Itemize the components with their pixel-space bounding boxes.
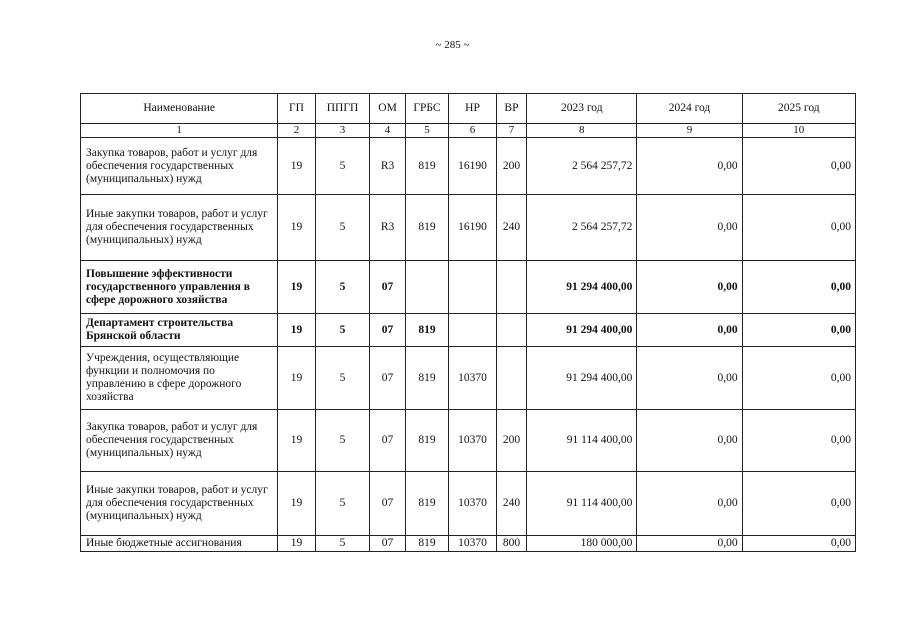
cell-2025: 0,00: [742, 347, 855, 410]
column-number: 10: [742, 124, 855, 138]
table-row: [81, 347, 856, 410]
table-row: [81, 472, 856, 536]
cell-2024: 0,00: [637, 410, 742, 472]
column-number: 4: [370, 124, 405, 138]
cell-om: 07: [370, 314, 405, 347]
header-grbs: ГРБС: [405, 94, 449, 124]
cell-nr: 10370: [449, 536, 497, 552]
cell-nr: 10370: [449, 472, 497, 536]
header-name: Наименование: [81, 94, 278, 124]
column-number: 8: [527, 124, 637, 138]
cell-gp: 19: [278, 261, 315, 314]
cell-2024: 0,00: [637, 261, 742, 314]
cell-grbs: 819: [405, 195, 449, 261]
cell-2023: 91 114 400,00: [527, 472, 637, 536]
cell-vr: [496, 261, 526, 314]
cell-name: Закупка товаров, работ и услуг для обеспечения государственных (муниципальных) нужд: [81, 138, 278, 195]
cell-2025: 0,00: [742, 261, 855, 314]
cell-2023: 91 294 400,00: [527, 314, 637, 347]
cell-om: 07: [370, 347, 405, 410]
cell-grbs: 819: [405, 536, 449, 552]
cell-gp: 19: [278, 195, 315, 261]
page-number: ~ 285 ~: [435, 39, 470, 51]
cell-vr: 800: [496, 536, 526, 552]
cell-nr: 16190: [449, 195, 497, 261]
header-2023: 2023 год: [527, 94, 637, 124]
cell-vr: 200: [496, 410, 526, 472]
cell-om: 07: [370, 472, 405, 536]
table-row: [81, 138, 856, 195]
cell-ppgp: 5: [315, 138, 370, 195]
cell-2023: 2 564 257,72: [527, 195, 637, 261]
table-row: [81, 410, 856, 472]
cell-ppgp: 5: [315, 536, 370, 552]
cell-2024: 0,00: [637, 195, 742, 261]
cell-ppgp: 5: [315, 472, 370, 536]
cell-gp: 19: [278, 314, 315, 347]
cell-2023: 180 000,00: [527, 536, 637, 552]
cell-name: Повышение эффективности государственного управления в сфере дорожного хозяйства: [81, 261, 278, 314]
cell-nr: 10370: [449, 410, 497, 472]
cell-grbs: 819: [405, 314, 449, 347]
cell-nr: 16190: [449, 138, 497, 195]
cell-gp: 19: [278, 138, 315, 195]
table-row-section: [81, 261, 856, 314]
header-2025: 2025 год: [742, 94, 855, 124]
cell-vr: 240: [496, 195, 526, 261]
cell-om: R3: [370, 138, 405, 195]
cell-2025: 0,00: [742, 195, 855, 261]
column-number: 7: [496, 124, 526, 138]
cell-vr: 200: [496, 138, 526, 195]
column-number: 1: [81, 124, 278, 138]
header-gp: ГП: [278, 94, 315, 124]
table-row: [81, 536, 856, 552]
cell-ppgp: 5: [315, 195, 370, 261]
cell-ppgp: 5: [315, 347, 370, 410]
column-number: 5: [405, 124, 449, 138]
cell-om: R3: [370, 195, 405, 261]
cell-gp: 19: [278, 536, 315, 552]
column-number: 6: [449, 124, 497, 138]
cell-om: 07: [370, 410, 405, 472]
column-number: 2: [278, 124, 315, 138]
cell-2023: 91 114 400,00: [527, 410, 637, 472]
cell-2024: 0,00: [637, 138, 742, 195]
cell-2025: 0,00: [742, 472, 855, 536]
cell-vr: [496, 347, 526, 410]
cell-gp: 19: [278, 472, 315, 536]
cell-grbs: [405, 261, 449, 314]
table-row: [81, 195, 856, 261]
cell-om: 07: [370, 261, 405, 314]
cell-ppgp: 5: [315, 410, 370, 472]
cell-name: Иные закупки товаров, работ и услуг для обеспечения государственных (муниципальных) нужд: [81, 195, 278, 261]
cell-nr: [449, 314, 497, 347]
cell-grbs: 819: [405, 347, 449, 410]
cell-name: Закупка товаров, работ и услуг для обеспечения государственных (муниципальных) нужд: [81, 410, 278, 472]
cell-2024: 0,00: [637, 472, 742, 536]
budget-table: [80, 93, 856, 552]
cell-2023: 91 294 400,00: [527, 261, 637, 314]
cell-gp: 19: [278, 410, 315, 472]
table-row-section: [81, 314, 856, 347]
header-row: [81, 94, 856, 124]
cell-grbs: 819: [405, 410, 449, 472]
column-number-row: [81, 124, 856, 138]
cell-vr: [496, 314, 526, 347]
cell-2025: 0,00: [742, 314, 855, 347]
cell-grbs: 819: [405, 472, 449, 536]
cell-vr: 240: [496, 472, 526, 536]
cell-om: 07: [370, 536, 405, 552]
column-number: 9: [637, 124, 742, 138]
cell-2024: 0,00: [637, 536, 742, 552]
cell-nr: [449, 261, 497, 314]
header-nr: НР: [449, 94, 497, 124]
cell-gp: 19: [278, 347, 315, 410]
cell-name: Департамент строительства Брянской области: [81, 314, 278, 347]
cell-2023: 2 564 257,72: [527, 138, 637, 195]
cell-ppgp: 5: [315, 261, 370, 314]
cell-2025: 0,00: [742, 536, 855, 552]
header-2024: 2024 год: [637, 94, 742, 124]
header-om: ОМ: [370, 94, 405, 124]
cell-nr: 10370: [449, 347, 497, 410]
cell-name: Учреждения, осуществляющие функции и полномочия по управлению в сфере дорожного хозяйства: [81, 347, 278, 410]
cell-grbs: 819: [405, 138, 449, 195]
cell-2025: 0,00: [742, 138, 855, 195]
cell-2025: 0,00: [742, 410, 855, 472]
cell-name: Иные закупки товаров, работ и услуг для обеспечения государственных (муниципальных) нужд: [81, 472, 278, 536]
header-ppgp: ППГП: [315, 94, 370, 124]
column-number: 3: [315, 124, 370, 138]
cell-name: Иные бюджетные ассигнования: [81, 536, 278, 552]
cell-2024: 0,00: [637, 347, 742, 410]
cell-2023: 91 294 400,00: [527, 347, 637, 410]
cell-2024: 0,00: [637, 314, 742, 347]
cell-ppgp: 5: [315, 314, 370, 347]
header-vr: ВР: [496, 94, 526, 124]
